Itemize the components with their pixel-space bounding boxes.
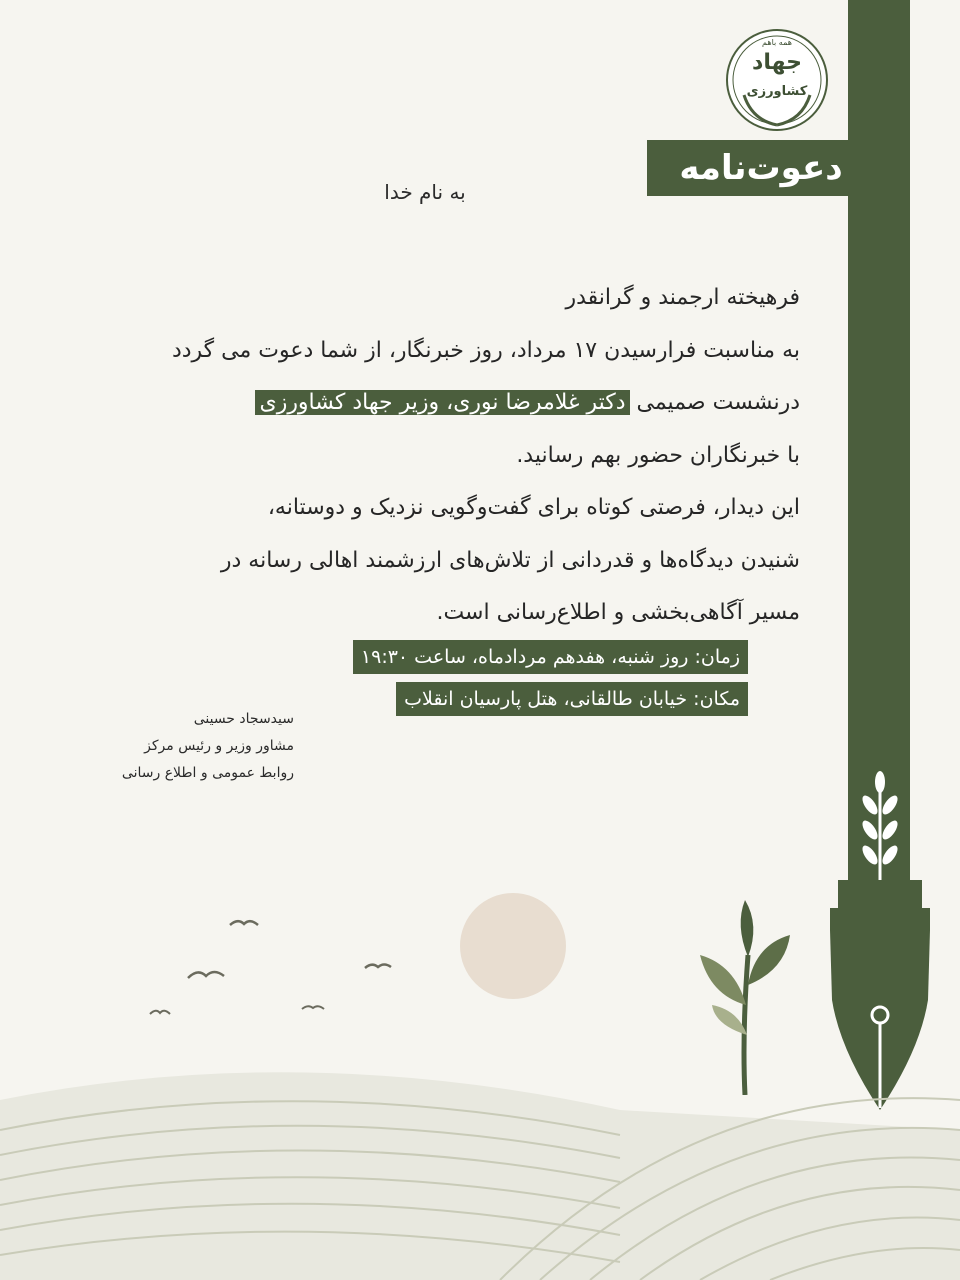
greeting-line: فرهیخته ارجمند و گرانقدر (565, 285, 800, 310)
signatory-name: سیدسجاد حسینی (193, 711, 294, 727)
page-title: دعوت‌نامه (647, 140, 875, 196)
body-line-opportunity: این دیدار، فرصتی کوتاه برای گفت‌وگویی نزدیک و دوستانه، (267, 495, 800, 520)
body-line-closing: مسیر آگاهی‌بخشی و اطلاع‌رسانی است. (436, 600, 800, 625)
body-line-meeting (80, 377, 800, 430)
logo-sub-text: کشاورزی (746, 84, 808, 99)
sun-illustration (460, 893, 566, 999)
event-time: زمان: روز شنبه، هفدهم مردادماه، ساعت ۱۹:۳۰ (353, 640, 748, 674)
bismillah-text: به نام خدا (384, 180, 466, 204)
signatory-role-1: مشاور وزیر و رئیس مرکز (144, 738, 294, 754)
body-line-appreciation: شنیدن دیدگاه‌ها و قدردانی از تلاش‌های ارزشمند اهالی رسانه در (220, 547, 800, 573)
logo-top-text: همه باهم (762, 38, 792, 47)
minister-highlight: دکتر غلامرضا نوری، وزیر جهاد کشاورزی (255, 390, 629, 415)
logo-main-text: جهاد (752, 50, 802, 75)
body-line-attend: با خبرنگاران حضور بهم رسانید. (516, 442, 800, 468)
invitation-body (80, 272, 800, 640)
body-line-occasion: به مناسبت فرارسیدن ۱۷ مرداد، روز خبرنگار، از شما دعوت می گردد (171, 337, 800, 363)
signatory-role-2: روابط عمومی و اطلاع رسانی (121, 765, 294, 781)
birds-illustration (130, 910, 410, 1030)
meeting-prefix: درنشست صمیمی (636, 390, 800, 415)
event-place: مکان: خیابان طالقانی، هتل پارسیان انقلاب (396, 682, 748, 716)
field-hills-illustration (0, 1040, 960, 1280)
signature-block (80, 706, 294, 787)
